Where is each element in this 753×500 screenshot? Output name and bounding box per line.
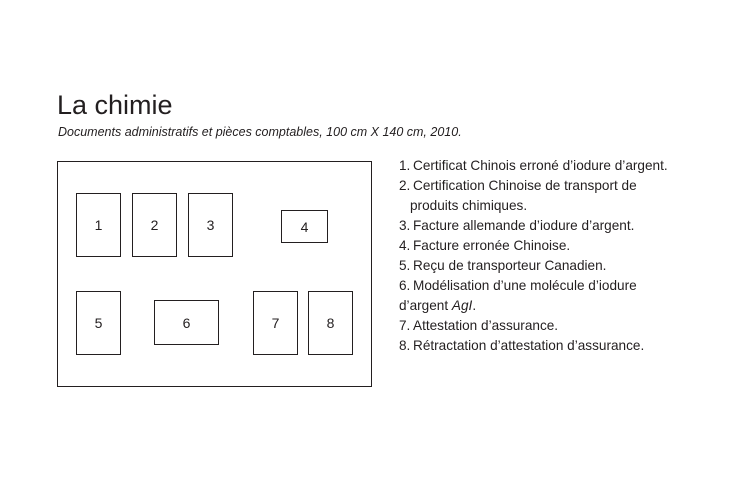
piece-2: 2 — [132, 193, 177, 257]
piece-5: 5 — [76, 291, 121, 355]
piece-1: 1 — [76, 193, 121, 257]
piece-7: 7 — [253, 291, 298, 355]
legend-list — [399, 156, 668, 356]
legend-item-8: 8. Rétractation d’attestation d’assurance. — [399, 338, 645, 353]
piece-3: 3 — [188, 193, 233, 257]
piece-4: 4 — [281, 210, 328, 243]
legend-item-4: 4. Facture erronée Chinoise. — [399, 238, 571, 253]
piece-6: 6 — [154, 300, 219, 345]
legend-item-1: 1. Certificat Chinois erroné d’iodure d’argent. — [399, 158, 668, 173]
legend-item-6-cont: d’argent AgI. — [399, 298, 477, 313]
legend-item-2-cont: produits chimiques. — [410, 198, 528, 213]
legend-item-3: 3. Facture allemande d’iodure d’argent. — [399, 218, 635, 233]
legend-item-7: 7. Attestation d’assurance. — [399, 318, 559, 333]
page-subtitle: Documents administratifs et pièces comptables, 100 cm X 140 cm, 2010. — [58, 125, 462, 139]
layout-frame — [57, 161, 372, 387]
legend-item-6: 6. Modélisation d’une molécule d’iodure — [399, 278, 637, 293]
legend-item-5: 5. Reçu de transporteur Canadien. — [399, 258, 607, 273]
legend-item-2: 2. Certification Chinoise de transport de — [399, 178, 637, 193]
piece-8: 8 — [308, 291, 353, 355]
page-title: La chimie — [57, 90, 173, 120]
